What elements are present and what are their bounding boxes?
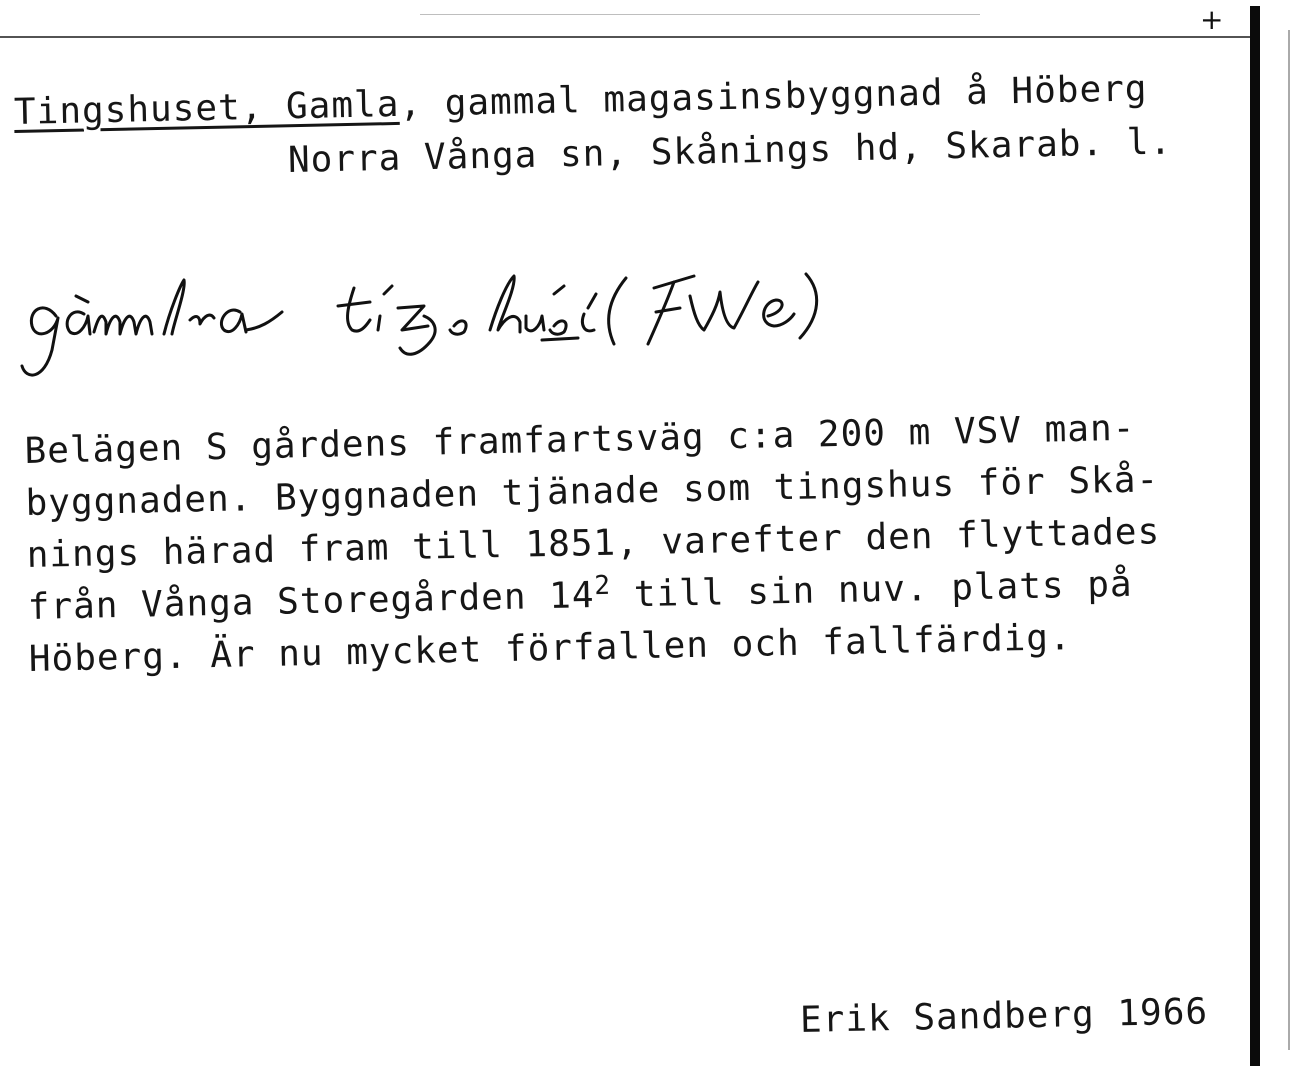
body-line-2: byggnaden. Byggnaden tjänade som tingshus för Skå- xyxy=(25,459,1160,524)
author-signature: Erik Sandberg 1966 xyxy=(799,991,1209,1041)
body-line-4-end: till sin nuv. plats på xyxy=(610,563,1134,616)
handwritten-note-image xyxy=(14,230,1014,390)
card-top-edge-line xyxy=(0,36,1250,38)
body-line-5: Höberg. Är nu mycket förfallen och fallfärdig. xyxy=(28,617,1073,680)
body-line-1: Belägen S gårdens framfartsväg c:a 200 m VSV man- xyxy=(24,407,1136,472)
body-line-3: nings härad fram till 1851, varefter den flyttades xyxy=(26,511,1161,576)
card-right-edge-shadow xyxy=(1288,30,1290,1050)
title-description: , gammal magasinsbyggnad å Höberg xyxy=(398,68,1148,125)
place-name: Tingshuset, Gamla xyxy=(13,83,400,133)
location-line: Norra Vånga sn, Skånings hd, Skarab. l. xyxy=(287,121,1173,181)
scan-artifact-line xyxy=(420,14,980,15)
body-line-4-start: från Vånga Storegården 14 xyxy=(27,575,595,628)
card-body xyxy=(24,400,1269,686)
corner-mark: + xyxy=(1200,3,1224,36)
superscript-number: 2 xyxy=(594,570,612,602)
card-title xyxy=(14,68,1148,133)
